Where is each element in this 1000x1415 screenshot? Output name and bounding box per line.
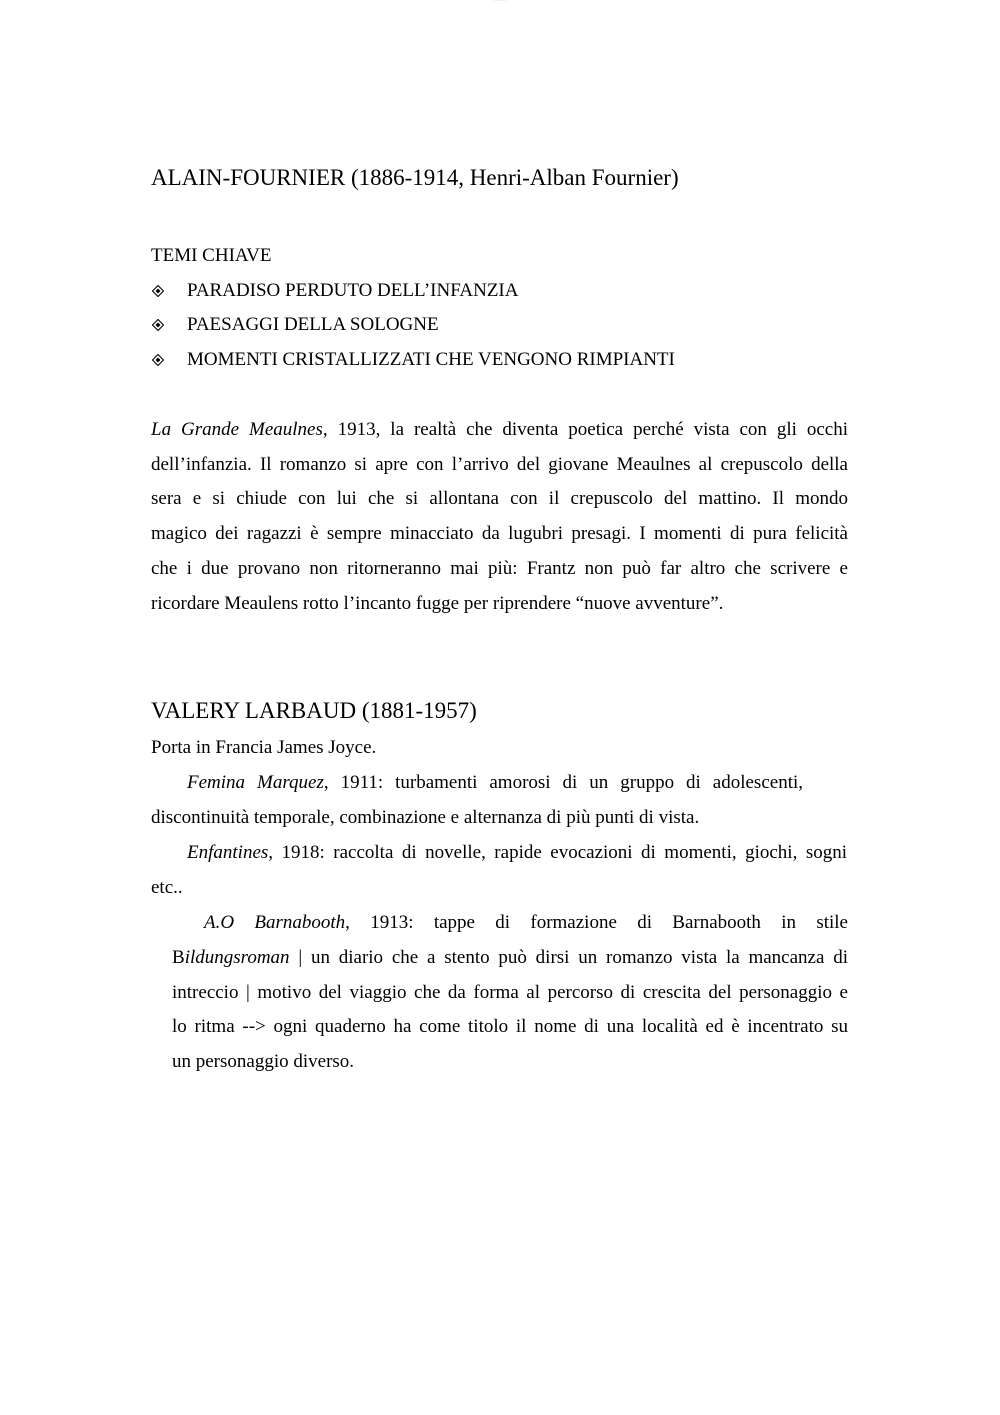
paragraph-line: lo ritma --> ogni quaderno ha come titolo il nome di una località ed è incentrato su (172, 1016, 848, 1037)
work-title: Enfantines, (187, 842, 274, 863)
work-title: ildungsroman (184, 947, 290, 968)
paragraph-line: magico dei ragazzi è sempre minacciato da lugubri presagi. I momenti di pura felicità (151, 523, 848, 544)
intro-line: Porta in Francia James Joyce. (151, 737, 377, 758)
theme-label: MOMENTI CRISTALLIZZATI CHE VENGONO RIMPIANTI (187, 349, 675, 370)
paragraph-line: dell’infanzia. Il romanzo si apre con l’arrivo del giovane Meaulnes al crepuscolo della (151, 454, 848, 475)
paragraph-line: Bildungsroman | un diario che a stento può dirsi un romanzo vista la mancanza di (172, 947, 848, 968)
work-title: A.O Barnabooth (204, 912, 346, 933)
paragraph-line: Enfantines, 1918: raccolta di novelle, rapide evocazioni di momenti, giochi, sogni (187, 842, 847, 863)
paragraph-line: che i due provano non ritorneranno mai più: Frantz non può far altro che scrivere e (151, 558, 848, 579)
theme-label: PARADISO PERDUTO DELL’INFANZIA (187, 280, 519, 301)
paragraph-line: A.O Barnabooth, 1913: tappe di formazione di Barnabooth in stile (204, 912, 848, 933)
theme-label: PAESAGGI DELLA SOLOGNE (187, 314, 439, 335)
section-title-alain-fournier: ALAIN-FOURNIER (1886-1914, Henri-Alban Fournier) (151, 165, 679, 190)
paragraph-line: sera e si chiude con lui che si allontana con il crepuscolo del mattino. Il mondo (151, 488, 848, 509)
diamond-bullet-icon (151, 279, 167, 303)
paragraph-line: intreccio | motivo del viaggio che da forma al percorso di crescita del personaggio e (172, 982, 848, 1003)
work-title: La Grande Meaulnes (151, 419, 323, 440)
work-title: Femina Marquez (187, 772, 324, 793)
themes-heading: TEMI CHIAVE (151, 245, 272, 266)
paragraph-line: etc.. (151, 877, 183, 898)
paragraph-line: La Grande Meaulnes, 1913, la realtà che diventa poetica perché vista con gli occhi (151, 419, 848, 440)
section-title-valery-larbaud: VALERY LARBAUD (1881-1957) (151, 698, 477, 723)
header-mark: ────── (493, 0, 507, 2)
paragraph-line: Femina Marquez, 1911: turbamenti amorosi di un gruppo di adolescenti, (187, 772, 803, 793)
paragraph-line: un personaggio diverso. (172, 1051, 355, 1072)
diamond-bullet-icon (151, 348, 167, 372)
diamond-bullet-icon (151, 313, 167, 337)
paragraph-line: discontinuità temporale, combinazione e alternanza di più punti di vista. (151, 807, 700, 828)
paragraph-line: ricordare Meaulens rotto l’incanto fugge per riprendere “nuove avventure”. (151, 593, 724, 614)
